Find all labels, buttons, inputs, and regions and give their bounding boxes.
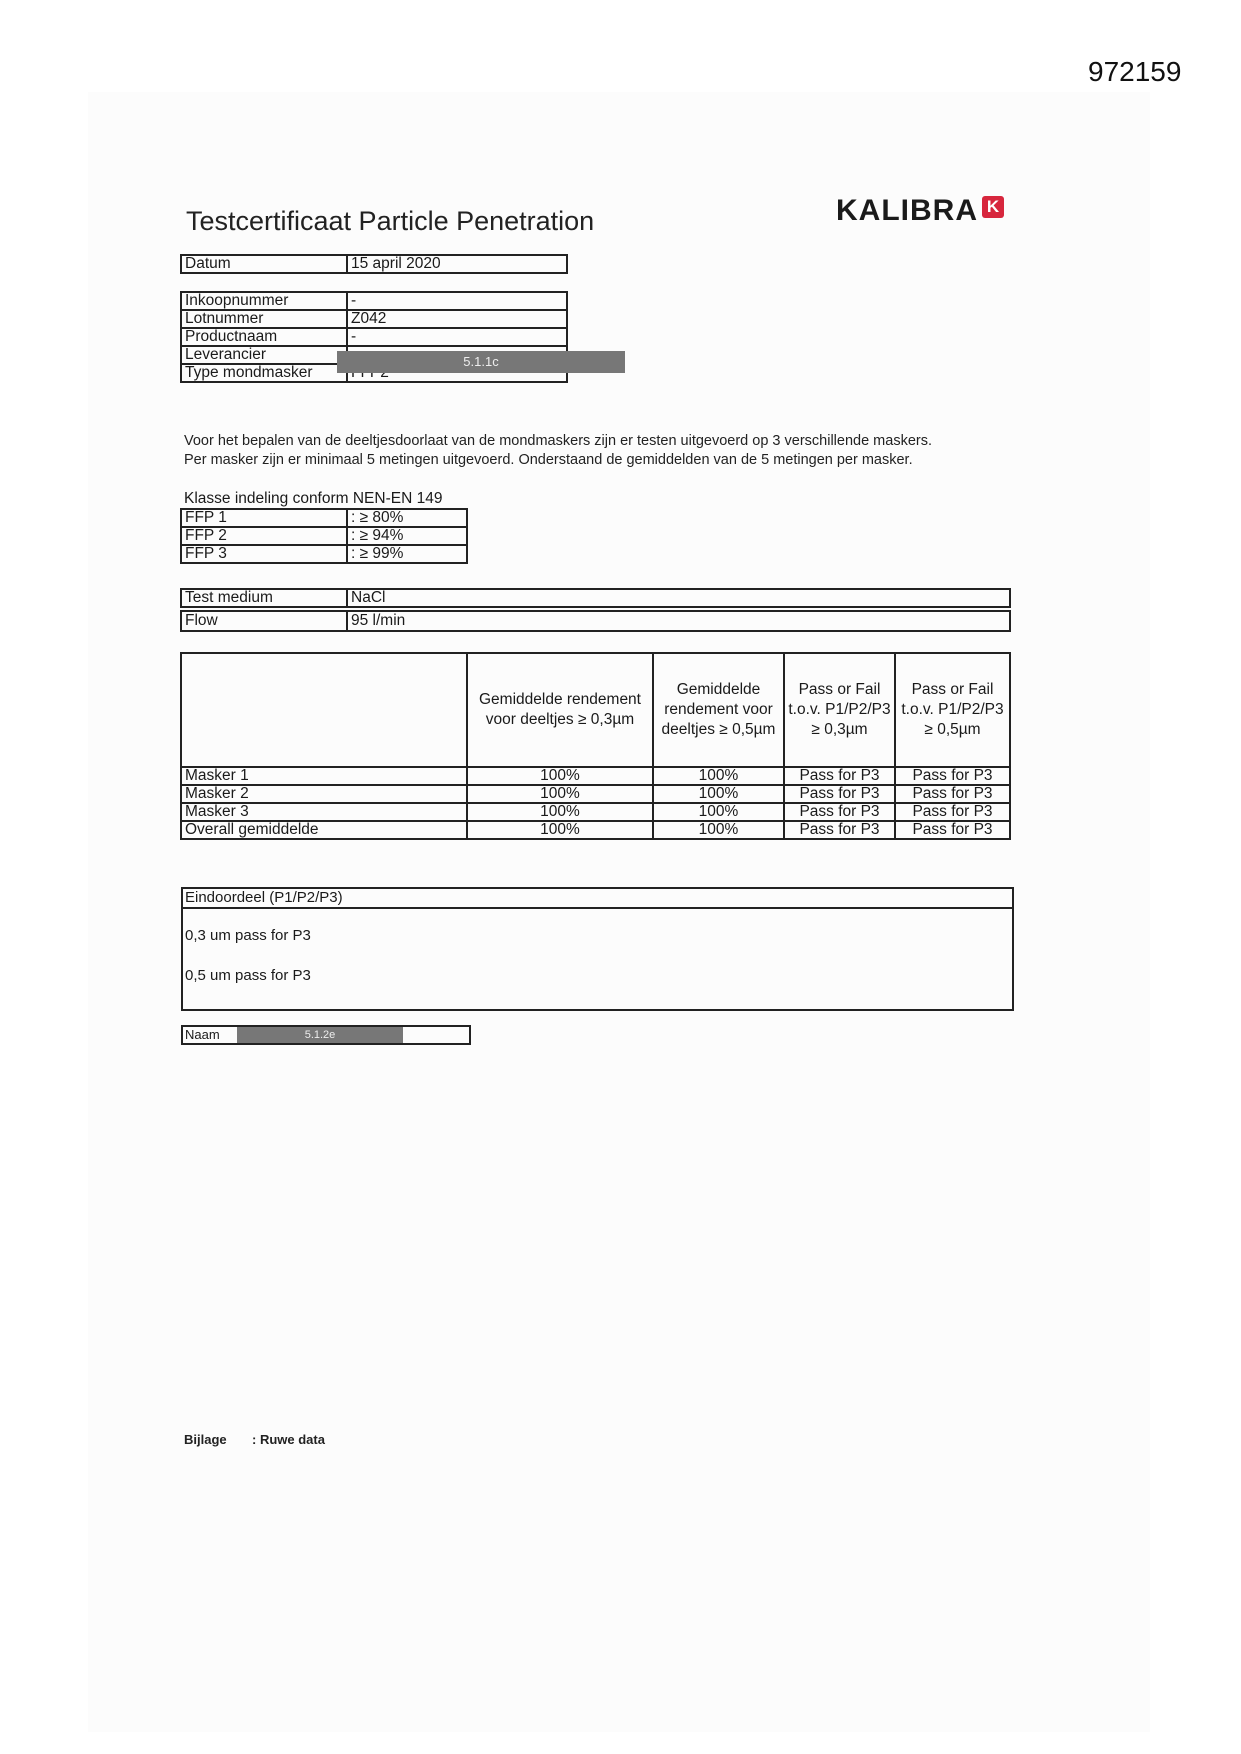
cell-label: FFP 3	[181, 545, 347, 563]
table-cell: Pass for P3	[895, 767, 1010, 785]
table-row	[181, 328, 567, 346]
row-label: Overall gemiddelde	[181, 821, 467, 839]
table-row	[181, 509, 467, 527]
cell-value: -	[347, 328, 567, 346]
table-cell: 100%	[467, 803, 653, 821]
naam-box	[181, 1025, 471, 1045]
table-cell: Pass for P3	[895, 803, 1010, 821]
header-cell: Gemiddelde rendement voor deeltjes ≥ 0,3µm	[467, 653, 653, 767]
row-label: Masker 1	[181, 767, 467, 785]
table-row	[181, 785, 1010, 803]
table-cell: 100%	[653, 785, 784, 803]
flow-table	[180, 610, 1011, 632]
eindoordeel-box	[181, 887, 1014, 1011]
table-cell: 100%	[467, 821, 653, 839]
cell-value: : ≥ 94%	[347, 527, 467, 545]
table-header-row	[181, 653, 1010, 767]
page-title: Testcertificaat Particle Penetration	[186, 206, 595, 236]
paragraph-line: Voor het bepalen van de deeltjesdoorlaat van de mondmaskers zijn er testen uitgevoerd op 3 verschillende maskers.	[184, 433, 932, 449]
table-row	[181, 767, 1010, 785]
klasse-title: Klasse indeling conform NEN-EN 149	[184, 490, 443, 507]
table-cell: Pass for P3	[784, 803, 895, 821]
table-cell: Pass for P3	[895, 785, 1010, 803]
header-cell: Pass or Fail t.o.v. P1/P2/P3 ≥ 0,5µm	[895, 653, 1010, 767]
eindoordeel-line: 0,3 um pass for P3	[185, 927, 311, 944]
klasse-table	[180, 508, 468, 564]
naam-redaction: 5.1.2e	[237, 1027, 403, 1043]
cell-value: : ≥ 99%	[347, 545, 467, 563]
table-row	[181, 255, 567, 273]
table-row	[181, 527, 467, 545]
table-cell: Pass for P3	[784, 785, 895, 803]
cell-label: Flow	[181, 611, 347, 631]
leverancier-redaction: 5.1.1c	[337, 351, 625, 373]
eindoordeel-line: 0,5 um pass for P3	[185, 967, 311, 984]
cell-label: FFP 2	[181, 527, 347, 545]
table-cell: 100%	[653, 803, 784, 821]
cell-label: Inkoopnummer	[181, 292, 347, 310]
cell-value: Z042	[347, 310, 567, 328]
table-cell: Pass for P3	[784, 767, 895, 785]
cell-value: : ≥ 80%	[347, 509, 467, 527]
header-cell: Pass or Fail t.o.v. P1/P2/P3 ≥ 0,3µm	[784, 653, 895, 767]
table-row	[181, 611, 1010, 631]
header-cell: Gemiddelde rendement voor deeltjes ≥ 0,5µm	[653, 653, 784, 767]
logo-mark-icon: K	[982, 196, 1004, 218]
table-cell: 100%	[467, 785, 653, 803]
naam-label: Naam	[185, 1027, 220, 1042]
document-number: 972159	[1088, 56, 1182, 87]
table-row	[181, 589, 1010, 607]
table-row	[181, 821, 1010, 839]
bijlage-value: : Ruwe data	[252, 1432, 325, 1447]
cell-label: Type mondmasker	[181, 364, 347, 382]
cell-value: NaCl	[347, 589, 1010, 607]
table-row	[181, 803, 1010, 821]
test-medium-table	[180, 588, 1011, 608]
table-cell: 100%	[653, 821, 784, 839]
datum-table	[180, 254, 568, 274]
datum-value: 15 april 2020	[347, 255, 567, 273]
table-cell: 100%	[467, 767, 653, 785]
cell-label: Test medium	[181, 589, 347, 607]
intro-paragraph	[184, 432, 1004, 470]
cell-label: Productnaam	[181, 328, 347, 346]
row-label: Masker 3	[181, 803, 467, 821]
cell-label: FFP 1	[181, 509, 347, 527]
results-table	[180, 652, 1011, 840]
datum-label: Datum	[181, 255, 347, 273]
cell-value: -	[347, 292, 567, 310]
cell-value: 95 l/min	[347, 611, 1010, 631]
cell-label: Lotnummer	[181, 310, 347, 328]
logo-text: KALIBRA	[836, 194, 978, 227]
kalibra-logo	[836, 194, 1004, 228]
eindoordeel-header: Eindoordeel (P1/P2/P3)	[183, 889, 1012, 909]
table-row	[181, 310, 567, 328]
row-label: Masker 2	[181, 785, 467, 803]
cell-label: Leverancier	[181, 346, 347, 364]
paragraph-line: Per masker zijn er minimaal 5 metingen uitgevoerd. Onderstaand de gemiddelden van de 5 metingen per masker.	[184, 452, 913, 468]
table-row	[181, 292, 567, 310]
table-cell: Pass for P3	[895, 821, 1010, 839]
bijlage-label: Bijlage	[184, 1432, 227, 1447]
table-cell: 100%	[653, 767, 784, 785]
header-cell	[181, 653, 467, 767]
table-row	[181, 545, 467, 563]
table-cell: Pass for P3	[784, 821, 895, 839]
